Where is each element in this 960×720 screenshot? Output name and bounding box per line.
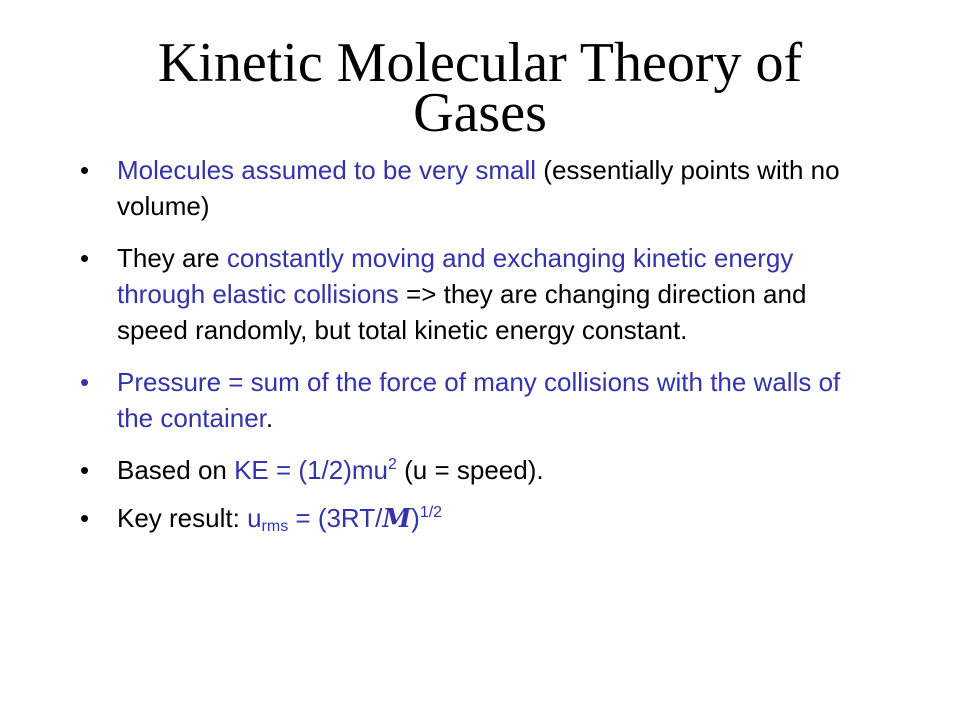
bullet-5-text-start: Key result: — [117, 503, 248, 533]
title-line-1: Kinetic Molecular Theory of — [157, 32, 803, 94]
urms-subscript: rms — [261, 518, 289, 535]
bullet-list — [80, 152, 860, 553]
bullet-item — [80, 452, 860, 488]
bullet-1-highlight: Molecules assumed to be very small — [117, 155, 537, 185]
bullet-4-text-start: Based on — [117, 455, 235, 485]
bullet-3-highlight: Pressure = sum of the force of many collisions with the walls of the container — [117, 367, 841, 433]
bullet-item — [80, 240, 860, 348]
title-line-2: Gases — [413, 82, 547, 144]
urms-close-paren: ) — [411, 503, 420, 533]
bullet-3-period: . — [265, 403, 274, 433]
bullet-dot: • — [80, 243, 90, 273]
bullet-item — [80, 364, 860, 436]
bullet-2-text-end: => they are changing direction and speed randomly, but total kinetic energy constant. — [117, 279, 807, 345]
bullet-2-text-start: They are — [117, 243, 227, 273]
bullet-dot: • — [80, 367, 90, 397]
slide-title — [0, 32, 960, 144]
ke-formula: KE = (1/2)mu — [234, 455, 388, 485]
urms-equation: = (3RT/ — [288, 503, 383, 533]
bullet-2-highlight: constantly moving and exchanging kinetic energy through elastic collisions — [117, 243, 794, 309]
bullet-item — [80, 500, 860, 537]
bullet-dot: • — [80, 503, 90, 533]
urms-symbol: u — [247, 503, 262, 533]
bullet-dot: • — [80, 155, 90, 185]
bullet-4-text-end: (u = speed). — [396, 455, 544, 485]
bullet-dot: • — [80, 455, 90, 485]
bullet-item — [80, 152, 860, 224]
bullet-1-text: (essentially points with no volume) — [117, 155, 840, 221]
ke-exponent: 2 — [388, 456, 397, 473]
urms-exponent: 1/2 — [419, 504, 443, 521]
molar-mass-symbol: M — [382, 504, 412, 534]
